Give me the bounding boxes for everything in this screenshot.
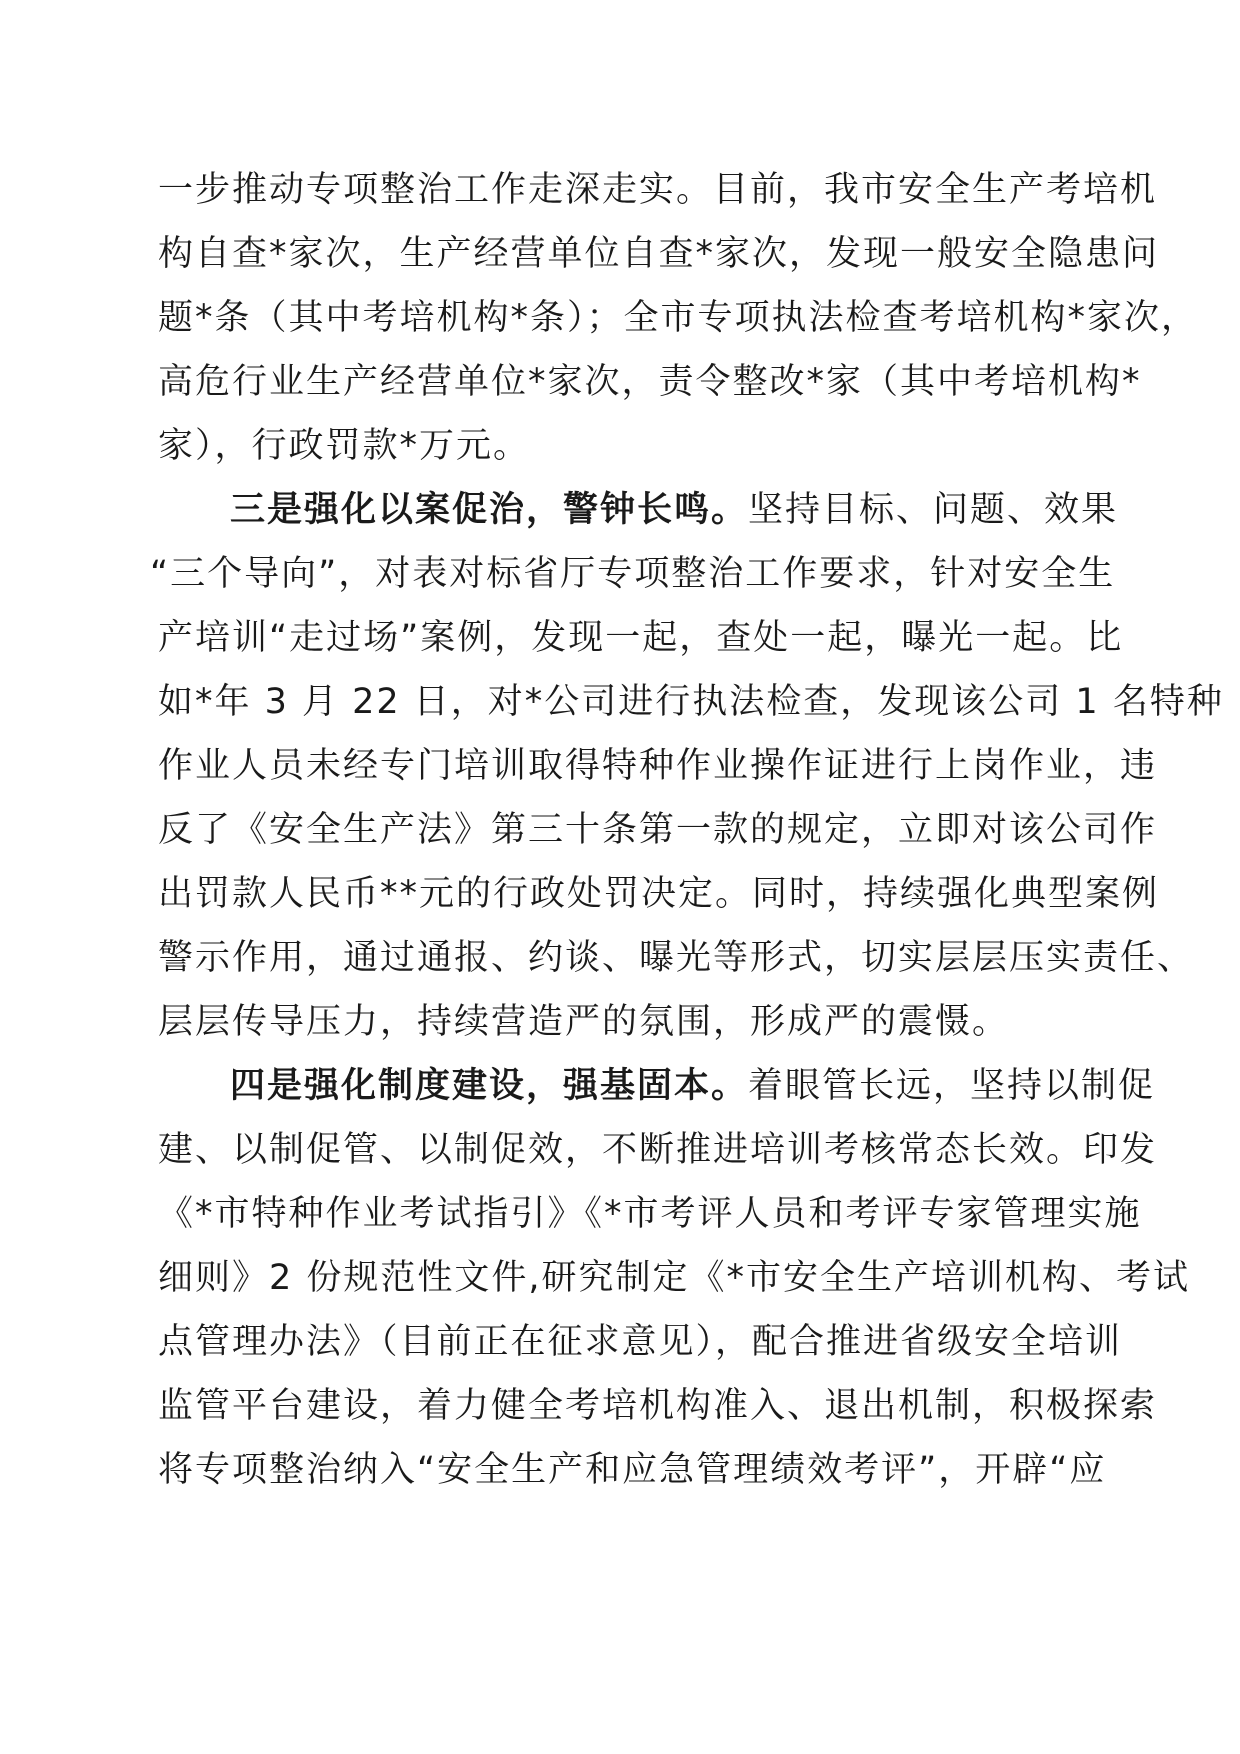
paragraph-line: 出罚款人民币**元的行政处罚决定。同时，持续强化典型案例 — [158, 874, 1160, 914]
paragraph-first-line — [230, 486, 1118, 534]
paragraph-text: 坚持目标、问题、效果 — [748, 490, 1119, 530]
paragraph-line: 警示作用，通过通报、约谈、曝光等形式，切实层层压实责任、 — [158, 938, 1195, 978]
paragraph-line: 将专项整治纳入“安全生产和应急管理绩效考评”，开辟“应 — [158, 1450, 1107, 1490]
paragraph-text: 着眼管长远，坚持以制促 — [748, 1066, 1156, 1106]
paragraph-line: 点管理办法》（目前正在征求意见），配合推进省级安全培训 — [158, 1322, 1123, 1362]
paragraph-line: 建、以制促管、以制促效，不断推进培训考核常态长效。印发 — [158, 1130, 1158, 1170]
paragraph-heading: 三是强化以案促治，警钟长鸣。 — [230, 490, 749, 530]
paragraph-line: 家），行政罚款*万元。 — [158, 426, 531, 466]
paragraph-line: 题*条（其中考培机构*条）；全市专项执法检查考培机构*家次， — [158, 298, 1199, 338]
paragraph-first-line — [230, 1062, 1155, 1110]
paragraph-line: 反了《安全生产法》第三十条第一款的规定，立即对该公司作 — [158, 810, 1158, 850]
paragraph-line: 监管平台建设，着力健全考培机构准入、退出机制，积极探索 — [158, 1386, 1158, 1426]
paragraph-line: 细则》2 份规范性文件,研究制定《*市安全生产培训机构、考试 — [158, 1258, 1191, 1298]
paragraph-line: 高危行业生产经营单位*家次，责令整改*家（其中考培机构* — [158, 362, 1142, 402]
paragraph-line: 产培训“走过场”案例，发现一起，查处一起，曝光一起。比 — [158, 618, 1124, 658]
paragraph-line: 一步推动专项整治工作走深走实。目前，我市安全生产考培机 — [158, 170, 1158, 210]
paragraph-heading: 四是强化制度建设，强基固本。 — [230, 1066, 749, 1106]
paragraph-line: 层层传导压力，持续营造严的氛围，形成严的震慑。 — [158, 1002, 1010, 1042]
paragraph-line: 如*年 3 月 22 日，对*公司进行执法检查，发现该公司 1 名特种 — [158, 682, 1224, 722]
paragraph-line: 作业人员未经专门培训取得特种作业操作证进行上岗作业，违 — [158, 746, 1158, 786]
paragraph-line: “三个导向”，对表对标省厅专项整治工作要求，针对安全生 — [150, 554, 1116, 594]
paragraph-line: 构自查*家次，生产经营单位自查*家次，发现一般安全隐患问 — [158, 234, 1160, 274]
paragraph-line: 《*市特种作业考试指引》《*市考评人员和考评专家管理实施 — [158, 1194, 1142, 1234]
